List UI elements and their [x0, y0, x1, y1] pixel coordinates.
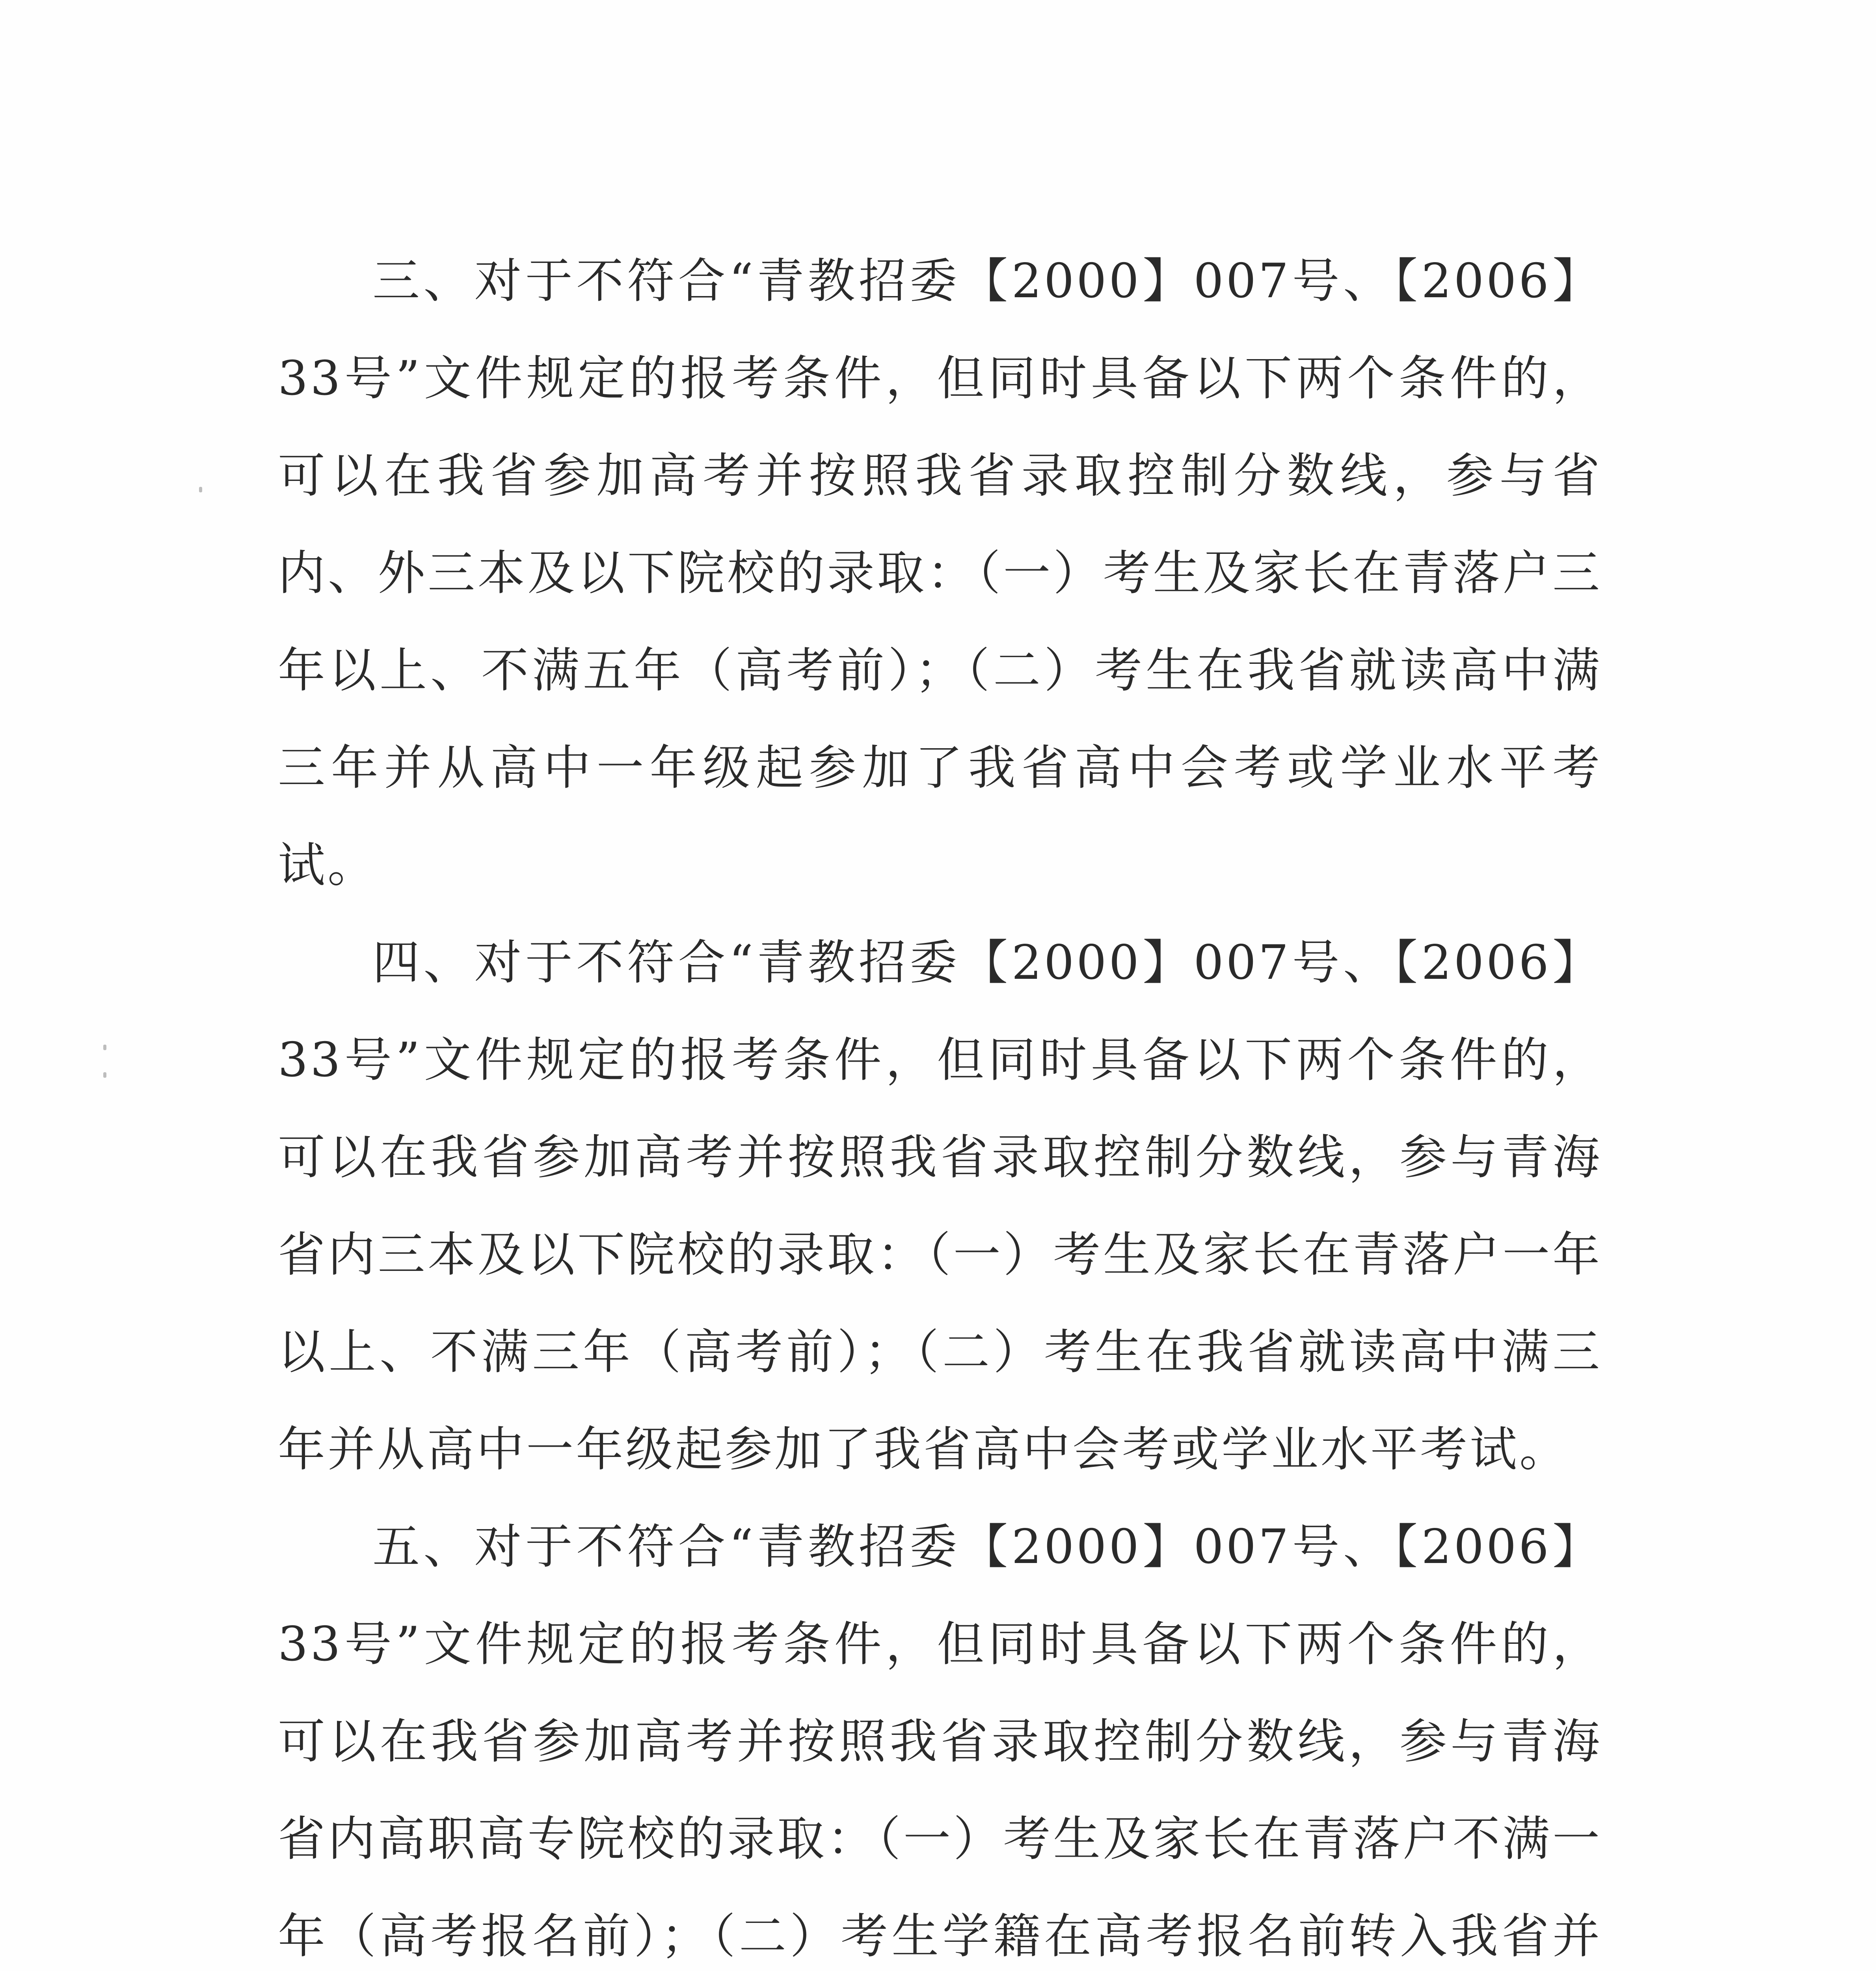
scan-speck: [103, 1045, 106, 1050]
paragraph-three: 三、对于不符合“青教招委【2000】007号、【2006】33号”文件规定的报考条件，但同时具备以下两个条件的，可以在我省参加高考并按照我省录取控制分数线，参与省内、外三本及以下院校的录取：（一）考生及家长在青落户三年以上、不满五年（高考前）；（二）考生在我省就读高中满三年并从高中一年级起参加了我省高中会考或学业水平考试。: [278, 254, 1602, 893]
paragraph-five: 五、对于不符合“青教招委【2000】007号、【2006】33号”文件规定的报考条件，但同时具备以下两个条件的，可以在我省参加高考并按照我省录取控制分数线，参与青海省内高职高专院校的录取：（一）考生及家长在青落户不满一年（高考报名前）；（二）考生学籍在高考报名前转入我省并: [278, 1520, 1602, 1964]
scan-speck: [103, 1072, 106, 1078]
scan-speck: [199, 487, 202, 492]
paragraph-four: 四、对于不符合“青教招委【2000】007号、【2006】33号”文件规定的报考条件，但同时具备以下两个条件的，可以在我省参加高考并按照我省录取控制分数线，参与青海省内三本及以下院校的录取：（一）考生及家长在青落户一年以上、不满三年（高考前）；（二）考生在我省就读高中满三年并从高中一年级起参加了我省高中会考或学业水平考试。: [278, 935, 1602, 1477]
document-body: [278, 233, 1602, 1971]
